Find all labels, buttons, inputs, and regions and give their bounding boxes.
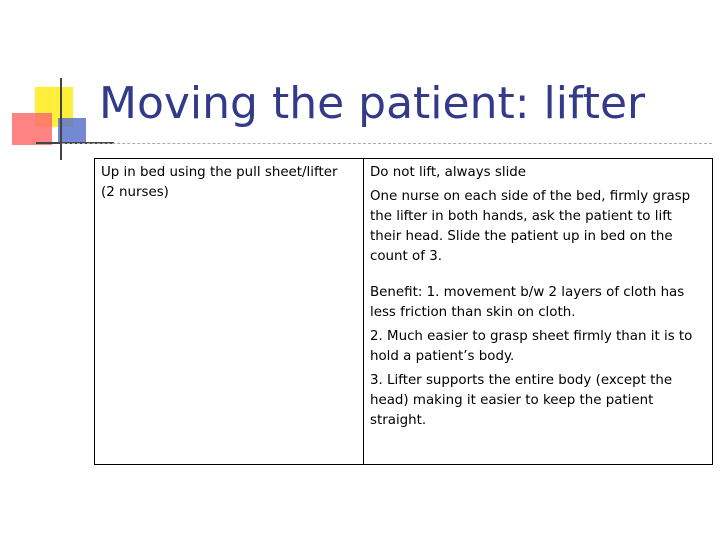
instruction-text: One nurse on each side of the bed, firmly grasp the lifter in both hands, ask the patient to lift their head. Slide the patient up in bed on the count of 3.	[370, 189, 691, 264]
left-cell-line2: (2 nurses)	[101, 185, 169, 200]
left-cell-line1: Up in bed using the pull sheet/lifter	[101, 165, 338, 180]
benefit-1: Benefit: 1. movement b/w 2 layers of cloth has less friction than skin on cloth.	[370, 285, 685, 320]
content-table	[94, 158, 713, 465]
decor-vertical-line	[60, 78, 62, 160]
title-divider	[62, 143, 712, 144]
slide-title: Moving the patient: lifter	[99, 78, 646, 129]
instruction-heading: Do not lift, always slide	[370, 165, 527, 180]
decor-red-square	[12, 113, 52, 145]
benefit-2: 2. Much easier to grasp sheet firmly than it is to hold a patient’s body.	[370, 329, 693, 364]
table-row	[95, 159, 713, 465]
benefit-3: 3. Lifter supports the entire body (except the head) making it easier to keep the patient straight.	[370, 373, 673, 428]
table-cell-left	[95, 159, 364, 465]
decor-blue-square	[58, 118, 86, 144]
table-cell-right	[364, 159, 713, 465]
